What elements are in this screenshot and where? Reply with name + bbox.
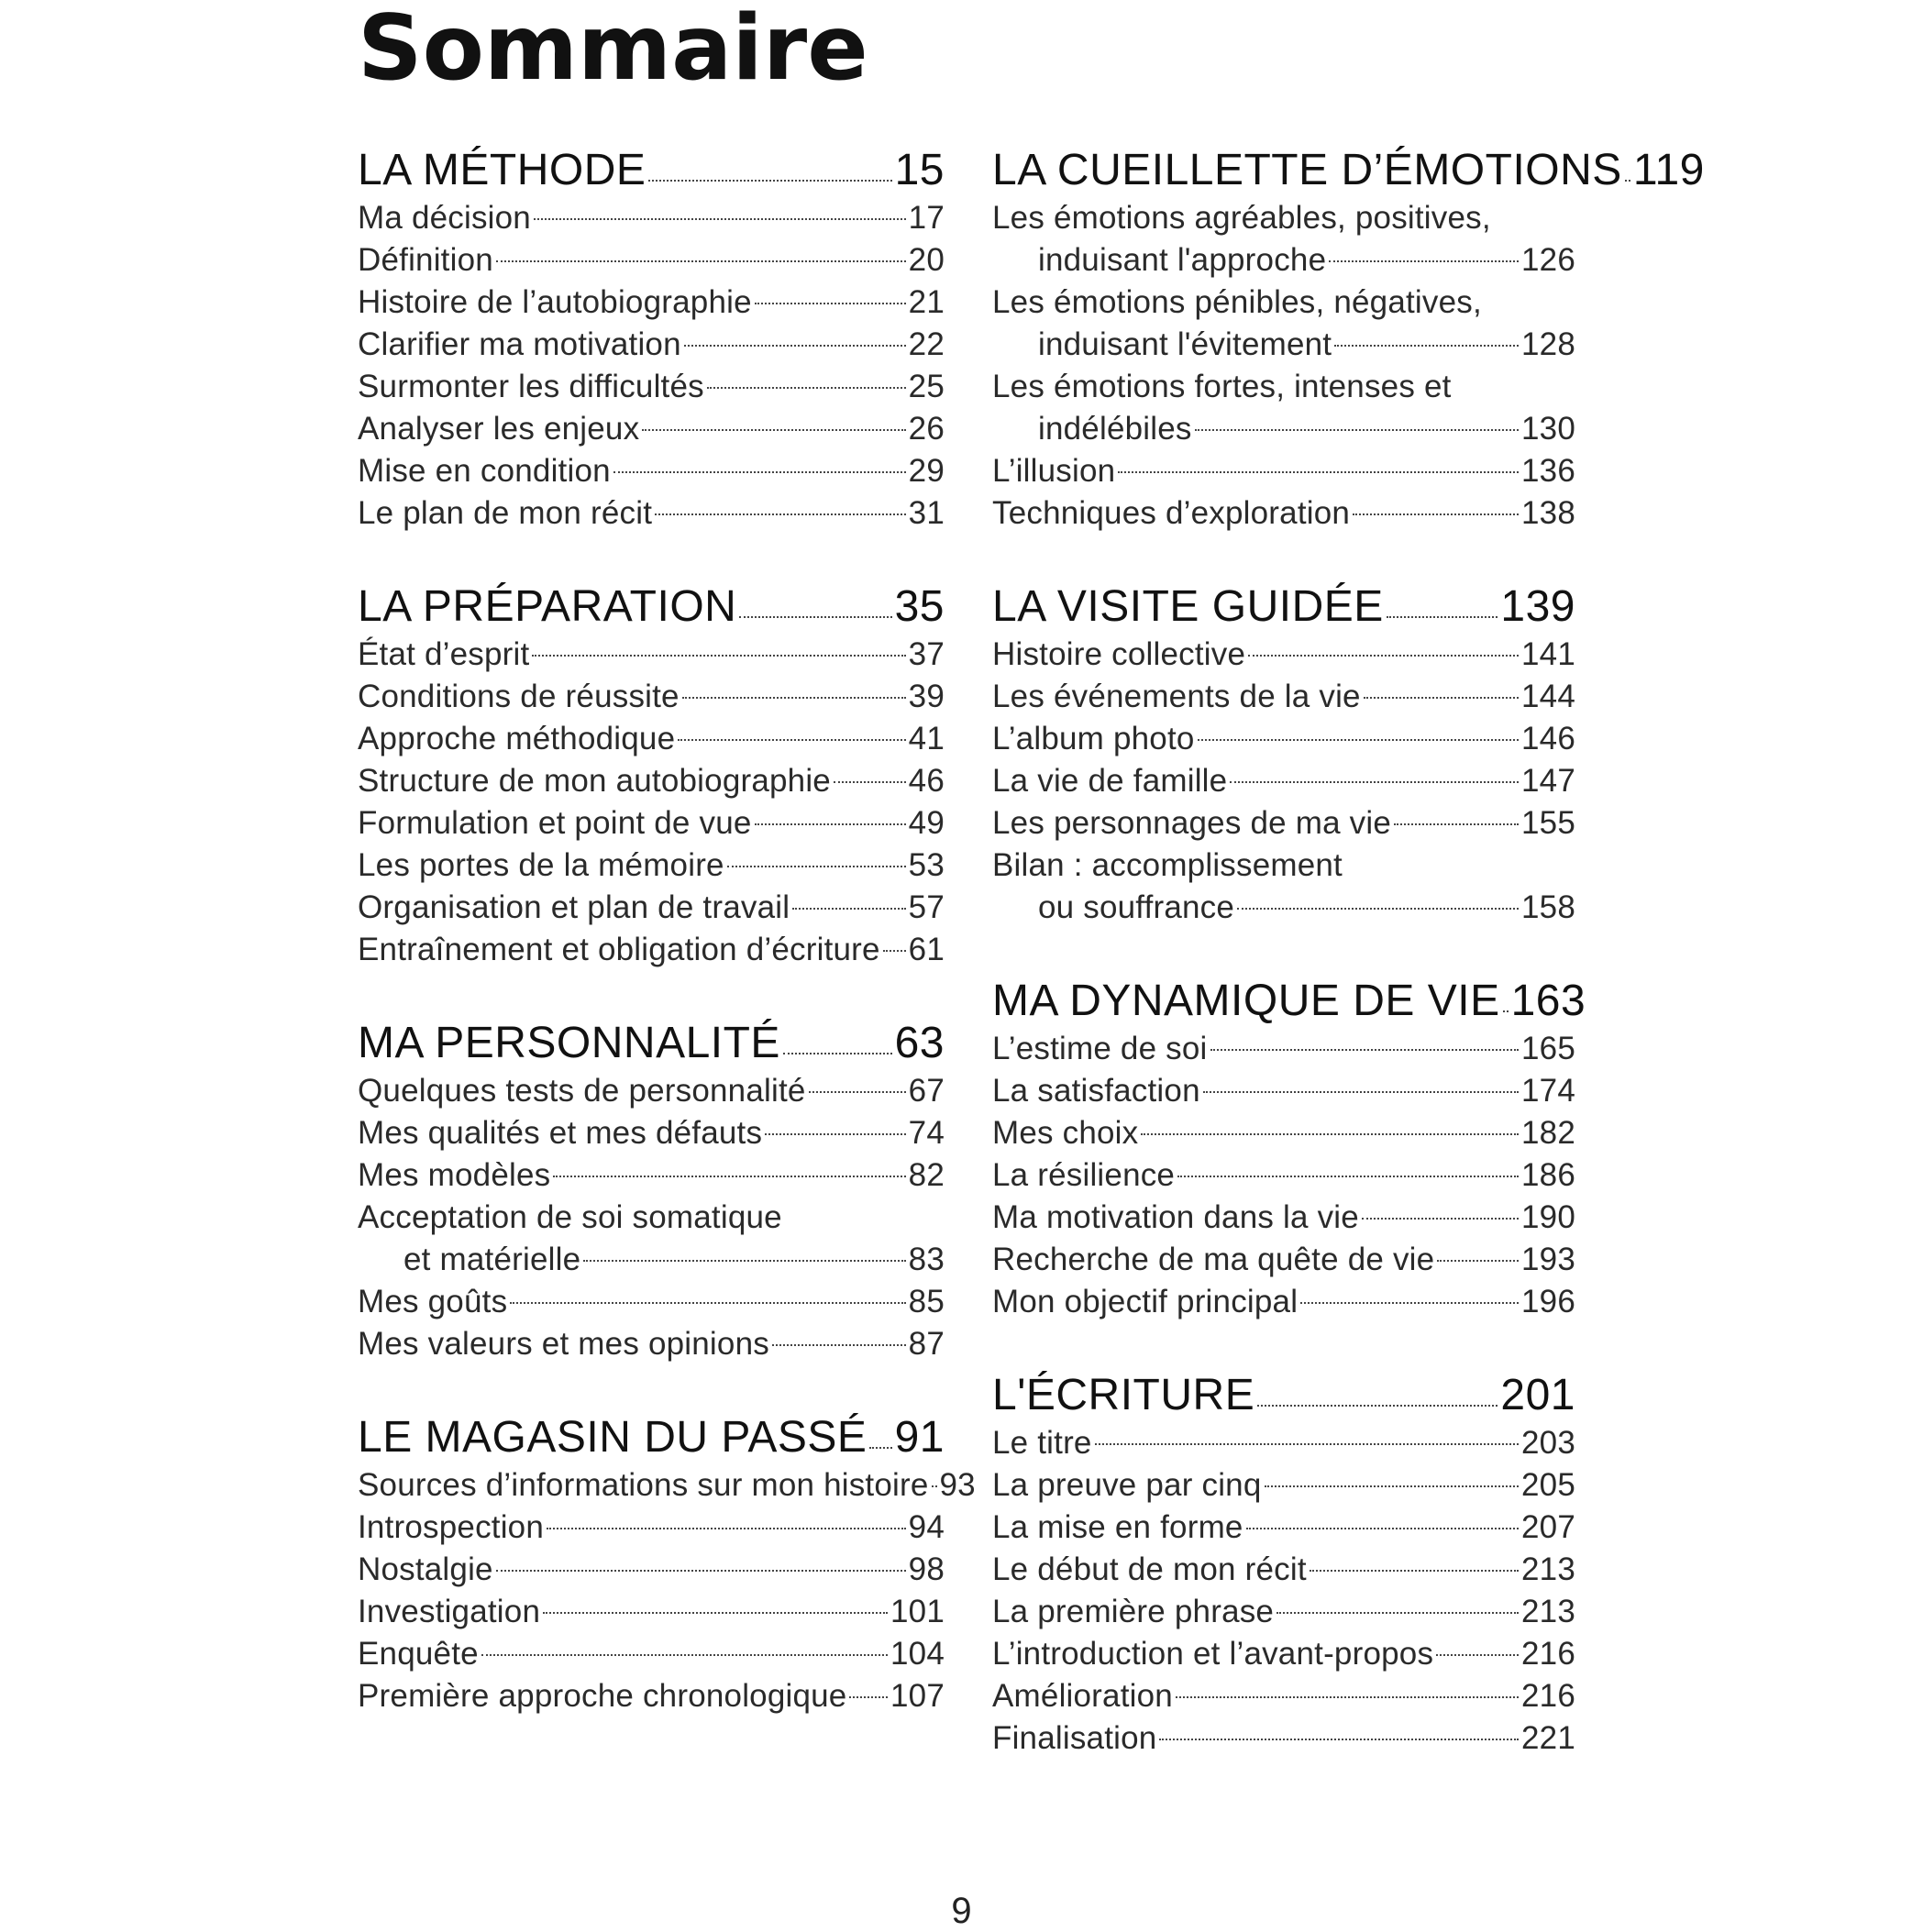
entry-page: 17: [908, 200, 945, 236]
entry-page: 146: [1521, 721, 1575, 756]
dot-leader: [1353, 513, 1519, 515]
toc-entry[interactable]: [992, 495, 1575, 537]
entry-title: Histoire de l’autobiographie: [358, 284, 752, 320]
entry-page: 155: [1521, 805, 1575, 841]
dot-leader: [1237, 908, 1519, 910]
dot-leader: [1198, 739, 1519, 741]
entry-page: 37: [908, 636, 945, 672]
entry-page: 158: [1521, 889, 1575, 925]
section-title: LA VISITE GUIDÉE: [992, 581, 1384, 631]
entry-title: Analyser les enjeux: [358, 411, 640, 447]
section-heading[interactable]: [358, 576, 945, 636]
entry-title: Investigation: [358, 1594, 541, 1629]
entry-page: 31: [908, 495, 945, 531]
entry-title: Sources d’informations sur mon histoire: [358, 1467, 929, 1503]
toc-entry[interactable]: [358, 1157, 945, 1199]
entry-page: 20: [908, 242, 945, 278]
entry-title: et matérielle: [403, 1242, 581, 1277]
dot-leader: [1310, 1570, 1519, 1572]
entry-title: Le plan de mon récit: [358, 495, 653, 531]
entry-title: Enquête: [358, 1636, 479, 1672]
entry-page: 61: [908, 932, 945, 967]
entry-title: Organisation et plan de travail: [358, 889, 790, 925]
dot-leader: [648, 180, 891, 182]
toc-entry[interactable]: [358, 1594, 945, 1636]
entry-title: Mise en condition: [358, 453, 611, 489]
toc-entry[interactable]: [992, 636, 1575, 679]
entry-page: 203: [1521, 1425, 1575, 1461]
dot-leader: [1625, 180, 1630, 182]
section-title: LE MAGASIN DU PASSÉ: [358, 1412, 868, 1462]
toc-entry[interactable]: [992, 1594, 1575, 1636]
entry-page: 74: [908, 1115, 945, 1151]
toc-entry[interactable]: [992, 1199, 1575, 1242]
entry-title: Conditions de réussite: [358, 679, 680, 714]
toc-entry[interactable]: [358, 284, 945, 326]
dot-leader: [1118, 471, 1519, 473]
toc-column-right: [992, 139, 1705, 1801]
section-title: MA DYNAMIQUE DE VIE: [992, 976, 1500, 1025]
entry-title: Recherche de ma quête de vie: [992, 1242, 1435, 1277]
section-title: LA CUEILLETTE D’ÉMOTIONS: [992, 145, 1622, 194]
entry-page: 94: [908, 1509, 945, 1545]
section-page: 63: [894, 1018, 945, 1067]
toc-entry[interactable]: [358, 889, 945, 932]
toc-entry[interactable]: [358, 1115, 945, 1157]
toc-entry[interactable]: [358, 1678, 945, 1720]
toc-entry-line: [992, 284, 1575, 326]
toc-entry[interactable]: [992, 1073, 1575, 1115]
dot-leader: [1334, 345, 1519, 347]
section-heading[interactable]: [992, 139, 1705, 200]
toc-entry[interactable]: [992, 1720, 1575, 1762]
page-number: 9: [951, 1891, 972, 1931]
toc-entry[interactable]: [992, 1678, 1575, 1720]
dot-leader: [547, 1528, 906, 1529]
toc-entry[interactable]: [992, 1242, 1575, 1284]
entry-page: 83: [908, 1242, 945, 1277]
toc-entry[interactable]: [992, 1115, 1575, 1157]
entry-page: 49: [908, 805, 945, 841]
dot-leader: [1437, 1260, 1519, 1262]
dot-leader: [932, 1485, 937, 1487]
section-heading[interactable]: [992, 1364, 1575, 1425]
entry-title: Entraînement et obligation d’écriture: [358, 932, 880, 967]
entry-title-line: Les émotions agréables, positives,: [992, 200, 1491, 236]
toc-entry[interactable]: [358, 1467, 976, 1509]
entry-page: 213: [1521, 1594, 1575, 1629]
dot-leader: [682, 697, 906, 699]
toc-entry[interactable]: [358, 636, 945, 679]
dot-leader: [727, 866, 906, 867]
entry-title: L’illusion: [992, 453, 1116, 489]
toc-section: [358, 1012, 945, 1368]
entry-title: Ma décision: [358, 200, 531, 236]
dot-leader: [583, 1260, 905, 1262]
toc-entry[interactable]: [358, 326, 945, 369]
toc-entry[interactable]: [358, 411, 945, 453]
entry-title: L’introduction et l’avant-propos: [992, 1636, 1434, 1672]
entry-page: 130: [1521, 411, 1575, 447]
entry-page: 126: [1521, 242, 1575, 278]
toc-entry[interactable]: [358, 847, 945, 889]
entry-title: La mise en forme: [992, 1509, 1243, 1545]
entry-title: Approche méthodique: [358, 721, 676, 756]
dot-leader: [809, 1091, 906, 1093]
dot-leader: [613, 471, 906, 473]
toc-entry[interactable]: [992, 1636, 1575, 1678]
dot-leader: [883, 950, 906, 952]
entry-page: 193: [1521, 1242, 1575, 1277]
page-title: Sommaire: [358, 0, 868, 101]
toc-entry[interactable]: [358, 932, 945, 974]
section-title: LA MÉTHODE: [358, 145, 647, 194]
section-page: 119: [1632, 145, 1705, 194]
entry-title: Le titre: [992, 1425, 1092, 1461]
dot-leader: [1387, 616, 1498, 618]
entry-title: Quelques tests de personnalité: [358, 1073, 806, 1109]
entry-page: 190: [1521, 1199, 1575, 1235]
dot-leader: [1257, 1405, 1498, 1407]
toc-entry[interactable]: [358, 495, 945, 537]
dot-leader: [1394, 823, 1519, 825]
toc-entry[interactable]: [992, 889, 1575, 932]
toc-entry[interactable]: [358, 805, 945, 847]
entry-title: Mon objectif principal: [992, 1284, 1299, 1319]
entry-page: 82: [908, 1157, 945, 1193]
dot-leader: [1246, 1528, 1519, 1529]
toc-entry[interactable]: [358, 242, 945, 284]
entry-page: 186: [1521, 1157, 1575, 1193]
dot-leader: [755, 303, 906, 304]
entry-title: Ma motivation dans la vie: [992, 1199, 1359, 1235]
entry-title: Histoire collective: [992, 636, 1246, 672]
dot-leader: [707, 387, 906, 389]
entry-title: Structure de mon autobiographie: [358, 763, 831, 799]
entry-title: Surmonter les difficultés: [358, 369, 704, 404]
section-page: 139: [1500, 581, 1575, 631]
entry-title: L’album photo: [992, 721, 1195, 756]
entry-title: Formulation et point de vue: [358, 805, 752, 841]
entry-page: 41: [908, 721, 945, 756]
toc-section: [992, 970, 1586, 1326]
dot-leader: [496, 260, 906, 262]
toc-entry[interactable]: [358, 721, 945, 763]
toc-entry[interactable]: [992, 411, 1575, 453]
dot-leader: [834, 781, 906, 783]
entry-page: 87: [908, 1326, 945, 1362]
section-title: MA PERSONNALITÉ: [358, 1018, 780, 1067]
toc-entry[interactable]: [358, 1284, 945, 1326]
entry-page: 67: [908, 1073, 945, 1109]
entry-page: 107: [890, 1678, 945, 1714]
entry-page: 21: [908, 284, 945, 320]
toc-entry-line: [992, 200, 1575, 242]
entry-title: Mes goûts: [358, 1284, 508, 1319]
dot-leader: [765, 1133, 905, 1135]
entry-title: Introspection: [358, 1509, 544, 1545]
toc-column-left: [358, 139, 976, 1759]
entry-title: État d’esprit: [358, 636, 530, 672]
entry-page: 144: [1521, 679, 1575, 714]
toc-entry[interactable]: [358, 200, 945, 242]
dot-leader: [1364, 697, 1519, 699]
toc-entry[interactable]: [358, 1242, 945, 1284]
entry-title: Mes valeurs et mes opinions: [358, 1326, 769, 1362]
dot-leader: [1436, 1654, 1519, 1656]
entry-page: 29: [908, 453, 945, 489]
entry-page: 85: [908, 1284, 945, 1319]
dot-leader: [1362, 1218, 1519, 1220]
section-title: L'ÉCRITURE: [992, 1370, 1255, 1419]
entry-page: 46: [908, 763, 945, 799]
dot-leader: [496, 1570, 906, 1572]
entry-page: 147: [1521, 763, 1575, 799]
toc-entry[interactable]: [992, 1467, 1575, 1509]
entry-title-line: Acceptation de soi somatique: [358, 1199, 782, 1235]
toc-entry[interactable]: [358, 369, 945, 411]
dot-leader: [1195, 429, 1519, 431]
dot-leader: [678, 739, 905, 741]
section-page: 15: [894, 145, 945, 194]
toc-entry[interactable]: [992, 242, 1575, 284]
entry-title: Le début de mon récit: [992, 1551, 1307, 1587]
toc-section: [992, 1364, 1575, 1762]
section-page: 91: [894, 1412, 945, 1462]
dot-leader: [1177, 1176, 1519, 1177]
entry-title: Définition: [358, 242, 493, 278]
entry-page: 57: [908, 889, 945, 925]
entry-title: Première approche chronologique: [358, 1678, 847, 1714]
toc-section: [358, 1407, 976, 1720]
dot-leader: [1141, 1133, 1519, 1135]
entry-page: 101: [890, 1594, 945, 1629]
entry-title: Mes choix: [992, 1115, 1139, 1151]
toc-entry[interactable]: [358, 1551, 945, 1594]
entry-title-line: Les émotions pénibles, négatives,: [992, 284, 1482, 320]
toc-entry[interactable]: [358, 1636, 945, 1678]
entry-page: 216: [1521, 1678, 1575, 1714]
entry-title: ou souffrance: [1038, 889, 1235, 925]
entry-title: induisant l'évitement: [1038, 326, 1332, 362]
entry-page: 26: [908, 411, 945, 447]
section-heading[interactable]: [992, 970, 1586, 1031]
entry-title: Les portes de la mémoire: [358, 847, 724, 883]
entry-page: 22: [908, 326, 945, 362]
entry-page: 165: [1521, 1031, 1575, 1066]
toc-entry[interactable]: [992, 1157, 1575, 1199]
dot-leader: [783, 1053, 892, 1054]
entry-title: Les événements de la vie: [992, 679, 1361, 714]
dot-leader: [543, 1612, 888, 1614]
toc-entry[interactable]: [992, 1284, 1575, 1326]
entry-title: Finalisation: [992, 1720, 1157, 1756]
entry-title: Techniques d’exploration: [992, 495, 1351, 531]
dot-leader: [534, 218, 906, 220]
dot-leader: [1265, 1485, 1519, 1487]
toc-entry[interactable]: [992, 763, 1575, 805]
entry-title: Mes qualités et mes défauts: [358, 1115, 763, 1151]
dot-leader: [1210, 1049, 1519, 1051]
section-page: 35: [894, 581, 945, 631]
dot-leader: [1248, 655, 1519, 657]
entry-title-line: Bilan : accomplissement: [992, 847, 1343, 883]
toc-section: [358, 139, 945, 537]
toc-section: [358, 576, 945, 974]
dot-leader: [1503, 1010, 1509, 1012]
toc-section: [992, 139, 1705, 537]
entry-page: 25: [908, 369, 945, 404]
dot-leader: [481, 1654, 888, 1656]
entry-title: La vie de famille: [992, 763, 1228, 799]
entry-page: 98: [908, 1551, 945, 1587]
entry-page: 221: [1521, 1720, 1575, 1756]
entry-page: 93: [939, 1467, 976, 1503]
toc-entry[interactable]: [358, 679, 945, 721]
dot-leader: [1176, 1696, 1519, 1698]
entry-page: 174: [1521, 1073, 1575, 1109]
entry-page: 104: [890, 1636, 945, 1672]
toc-section: [992, 576, 1575, 932]
dot-leader: [1203, 1091, 1519, 1093]
toc-entry[interactable]: [992, 805, 1575, 847]
toc-entry[interactable]: [358, 1326, 945, 1368]
section-title: LA PRÉPARATION: [358, 581, 737, 631]
entry-title: Nostalgie: [358, 1551, 493, 1587]
toc-entry[interactable]: [358, 1509, 945, 1551]
toc-entry-line: [992, 847, 1575, 889]
entry-page: 182: [1521, 1115, 1575, 1151]
dot-leader: [1159, 1739, 1519, 1740]
dot-leader: [739, 616, 891, 618]
entry-page: 39: [908, 679, 945, 714]
dot-leader: [532, 655, 905, 657]
entry-title: Les personnages de ma vie: [992, 805, 1391, 841]
entry-title: L’estime de soi: [992, 1031, 1208, 1066]
entry-page: 141: [1521, 636, 1575, 672]
dot-leader: [642, 429, 905, 431]
dot-leader: [655, 513, 906, 515]
entry-page: 207: [1521, 1509, 1575, 1545]
toc-entry[interactable]: [358, 763, 945, 805]
toc-entry[interactable]: [992, 1425, 1575, 1467]
toc-entry[interactable]: [992, 1031, 1575, 1073]
entry-title: Clarifier ma motivation: [358, 326, 681, 362]
dot-leader: [1300, 1302, 1519, 1304]
section-heading[interactable]: [992, 576, 1575, 636]
entry-page: 136: [1521, 453, 1575, 489]
entry-page: 138: [1521, 495, 1575, 531]
section-heading[interactable]: [358, 139, 945, 200]
entry-page: 196: [1521, 1284, 1575, 1319]
toc-entry-line: [992, 369, 1575, 411]
entry-title: induisant l'approche: [1038, 242, 1327, 278]
dot-leader: [1329, 260, 1519, 262]
toc-entry[interactable]: [992, 1509, 1575, 1551]
section-page: 163: [1510, 976, 1586, 1025]
dot-leader: [772, 1344, 906, 1346]
dot-leader: [755, 823, 906, 825]
toc-entry[interactable]: [992, 326, 1575, 369]
entry-page: 213: [1521, 1551, 1575, 1587]
entry-page: 205: [1521, 1467, 1575, 1503]
section-heading[interactable]: [358, 1407, 945, 1467]
entry-title: La preuve par cinq: [992, 1467, 1262, 1503]
section-heading[interactable]: [358, 1012, 945, 1073]
dot-leader: [553, 1176, 905, 1177]
toc-entry[interactable]: [992, 453, 1575, 495]
dot-leader: [869, 1447, 891, 1449]
entry-page: 53: [908, 847, 945, 883]
section-page: 201: [1500, 1370, 1575, 1419]
entry-title: La satisfaction: [992, 1073, 1200, 1109]
dot-leader: [849, 1696, 888, 1698]
entry-title: La première phrase: [992, 1594, 1275, 1629]
toc-entry-line: [358, 1199, 945, 1242]
entry-title: indélébiles: [1038, 411, 1192, 447]
entry-title-line: Les émotions fortes, intenses et: [992, 369, 1452, 404]
entry-title: Amélioration: [992, 1678, 1173, 1714]
dot-leader: [1095, 1443, 1519, 1445]
entry-title: Mes modèles: [358, 1157, 551, 1193]
entry-title: La résilience: [992, 1157, 1176, 1193]
toc-entry[interactable]: [358, 1073, 945, 1115]
dot-leader: [792, 908, 905, 910]
toc-entry[interactable]: [358, 453, 945, 495]
dot-leader: [1230, 781, 1519, 783]
dot-leader: [684, 345, 906, 347]
entry-page: 128: [1521, 326, 1575, 362]
toc-entry[interactable]: [992, 721, 1575, 763]
entry-page: 216: [1521, 1636, 1575, 1672]
toc-entry[interactable]: [992, 1551, 1575, 1594]
dot-leader: [1276, 1612, 1519, 1614]
dot-leader: [510, 1302, 905, 1304]
toc-entry[interactable]: [992, 679, 1575, 721]
